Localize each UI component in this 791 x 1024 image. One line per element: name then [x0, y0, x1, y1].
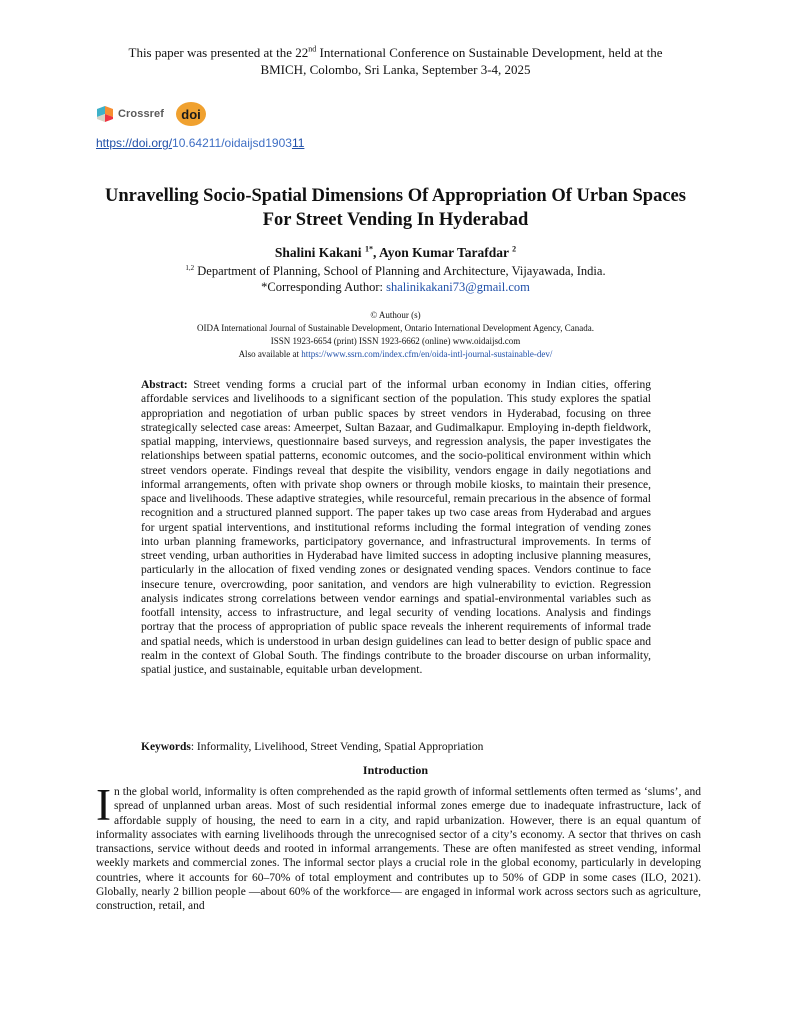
abstract-text: Street vending forms a crucial part of the informal urban economy in Indian cities, offering affordable services and livelihoods to a significant section of the population. This study explores the spatial appropriation and negotiation of urban public spaces by street vendors in Hyderabad, focusing on three strategically selected case areas: Ameerpet, Sultan Bazaar, and Gudimalkapur. Employing in-depth fieldwork, spatial mapping, interviews, questionnaire based surveys, and regression analysis, the paper investigates the relationships between spatial patterns, economic outcomes, and the socio-political environment within which street vendors operate. Findings reveal that despite the visibility, vendors engage in daily negotiations and informal arrangements, often with private shop owners or through mobile kiosks, to maintain their presence, space and livelihoods. These adaptive strategies, while resourceful, remain precarious in the absence of formal recognition and a structured planned support. The paper takes up two case areas from Hyderabad and argues for urgent spatial interventions, and institutional reforms including the formal integration of vending zones into urban planning frameworks, participatory governance, and infrastructural improvements. In terms of street vending, urban authorities in Hyderabad have limited success in adopting inclusive planning measures, particularly in the allocation of fixed vending zones or designated vending spaces. Vendors continue to face insecure tenure, overcrowding, poor sanitation, and vendors are high vulnerability to eviction. Regression analysis indicates strong correlations between vendor earnings and spatial-environmental variables such as footfall intensity, access to infrastructure, and legal security of vending locations. Analysis and findings portray that the process of appropriation of public space reveals the inherent requirements of informal trade and spatial needs, which is understood in urban design guidelines can lead to better design of public space and realm in the context of Global South. The findings contribute to the broader discourse on urban informality, spatial justice, and sustainable, equitable urban development. [141, 379, 651, 676]
conference-line2: BMICH, Colombo, Sri Lanka, September 3-4, 2025 [260, 62, 531, 77]
introduction-text: n the global world, informality is often comprehended as the rapid growth of informal settlements often termed as ‘slums’, and spread of unplanned urban areas. Most of such residential informal zones emerge due to inadequate infrastructure, lack of affordable supply of housing, the need to earn in a city, and rapid urbanization. However, there is an equal quantum of informality associates with earning livelihoods through the unrecognised sector of a city’s economy. A sector that thrives on cash transactions, service without deeds and rooted in informal arrangements. These are often manifested as street vending, informal weekly markets and commercial zones. The informal sector plays a crucial role in the global economy, particularly in developing countries, where it accounts for 60–70% of total employment and contributes up to 50% of GDP in some cases (ILO, 2021). Globally, nearly 2 billion people —about 60% of the workforce— are engaged in informal work across sectors such as agriculture, construction, retail, and [96, 786, 701, 913]
author-list [95, 244, 696, 262]
publisher-logos [96, 100, 206, 128]
doi-label: doi [181, 106, 201, 122]
doi-badge-icon[interactable] [176, 102, 206, 126]
crossref-logo[interactable] [96, 105, 164, 123]
corresponding-label: *Corresponding Author: [261, 280, 387, 294]
journal-info [95, 309, 696, 361]
abstract [141, 378, 651, 677]
affiliation-text: Department of Planning, School of Planning and Architecture, Vijayawada, India. [194, 264, 606, 278]
journal-line: OIDA International Journal of Sustainable Development, Ontario International Development Agency, Canada. [196, 323, 595, 333]
doi-link[interactable] [96, 136, 304, 150]
keywords-text: : Informality, Livelihood, Street Vending, Spatial Appropriation [190, 741, 484, 753]
conference-line1-post: International Conference on Sustainable Development, held at the [316, 45, 663, 60]
also-available-line [95, 348, 696, 361]
keywords-label: Keywords [141, 741, 191, 753]
conference-ordinal: nd [308, 44, 317, 54]
drop-cap: I [96, 780, 111, 830]
corresponding-email-link[interactable]: shalinikakani73@gmail.com [386, 280, 530, 294]
conference-line1-pre: This paper was presented at the 22 [128, 45, 309, 60]
ssrn-link[interactable]: https://www.ssrn.com/index.cfm/en/oida-intl-journal-sustainable-dev/ [301, 349, 553, 359]
author-1-mark: 1* [364, 244, 373, 254]
affiliation-block [95, 263, 696, 295]
author-2: Ayon Kumar Tarafdar [378, 245, 513, 260]
keywords [141, 740, 651, 754]
author-separator: , [372, 245, 379, 260]
doi-link-last[interactable]: 11 [291, 136, 305, 150]
copyright-line: © Authour (s) [370, 310, 421, 320]
also-available-label: Also available at [238, 349, 302, 359]
introduction-heading: Introduction [362, 763, 429, 777]
issn-line: ISSN 1923-6654 (print) ISSN 1923-6662 (online) www.oidaijsd.com [270, 336, 521, 346]
crossref-icon [96, 105, 114, 123]
crossref-label: Crossref [118, 108, 165, 120]
abstract-label: Abstract: [141, 379, 188, 391]
doi-link-prefix[interactable]: https://doi.org/ [96, 136, 173, 150]
doi-link-suffix[interactable]: 10.64211/oidaijsd1903 [172, 136, 292, 150]
introduction-body [96, 780, 701, 914]
conference-note [95, 44, 696, 78]
author-2-mark: 2 [512, 244, 517, 254]
paper-title: Unravelling Socio-Spatial Dimensions Of Appropriation Of Urban Spaces For Street Vending In Hyderabad [105, 186, 686, 230]
author-1: Shalini Kakani [274, 245, 365, 260]
affiliation-mark: 1,2 [185, 263, 195, 272]
